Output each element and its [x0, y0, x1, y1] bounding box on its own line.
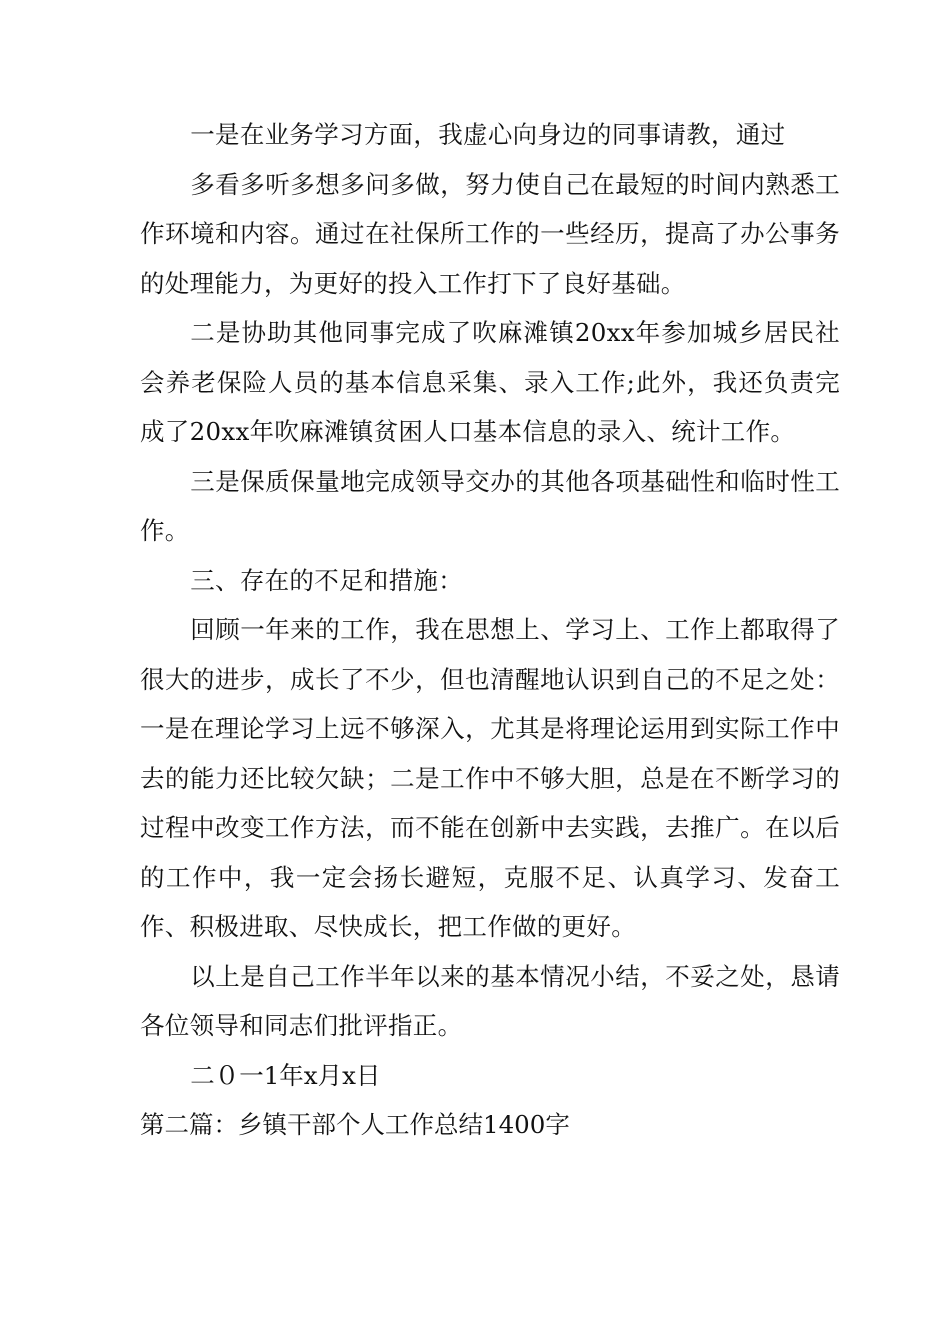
next-section-title: 第二篇：乡镇干部个人工作总结1400字	[140, 1110, 570, 1139]
document-body	[140, 110, 840, 1150]
paragraph-review: 回顾一年来的工作，我在思想上、学习上、工作上都取得了很大的进步，成长了不少，但也清醒地认识到自己的不足之处：一是在理论学习上远不够深入，尤其是将理论运用到实际工作中去的能力还比较欠缺；二是工作中不够大胆，总是在不断学习的过程中改变工作方法，而不能在创新中去实践，去推广。在以后的工作中，我一定会扬长避短，克服不足、认真学习、发奋工作、积极进取、尽快成长，把工作做的更好。	[140, 615, 840, 941]
document-date: 二０一1年x月x日	[190, 1060, 381, 1090]
paragraph-data-entry: 二是协助其他同事完成了吹麻滩镇20xx年参加城乡居民社会养老保险人员的基本信息采集、录入工作;此外，我还负责完成了20xx年吹麻滩镇贫困人口基本信息的录入、统计工作。	[140, 318, 840, 446]
paragraph-line: 一是在业务学习方面，我虚心向身边的同事请教，通过	[190, 120, 786, 149]
paragraph-line: 多看多听多想多问多做，努力使自己在最短的时间内熟悉工作环境和内容。通过在社保所工作的一些经历，提高了办公事务的处理能力，为更好的投入工作打下了良好基础。	[140, 169, 840, 298]
paragraph-other-tasks: 三是保质保量地完成领导交办的其他各项基础性和临时性工作。	[140, 466, 840, 545]
paragraph-business-study	[140, 110, 840, 308]
paragraph-closing: 以上是自己工作半年以来的基本情况小结，不妥之处，恳请各位领导和同志们批评指正。	[140, 961, 840, 1040]
section-heading-shortcomings: 三、存在的不足和措施：	[190, 565, 464, 595]
